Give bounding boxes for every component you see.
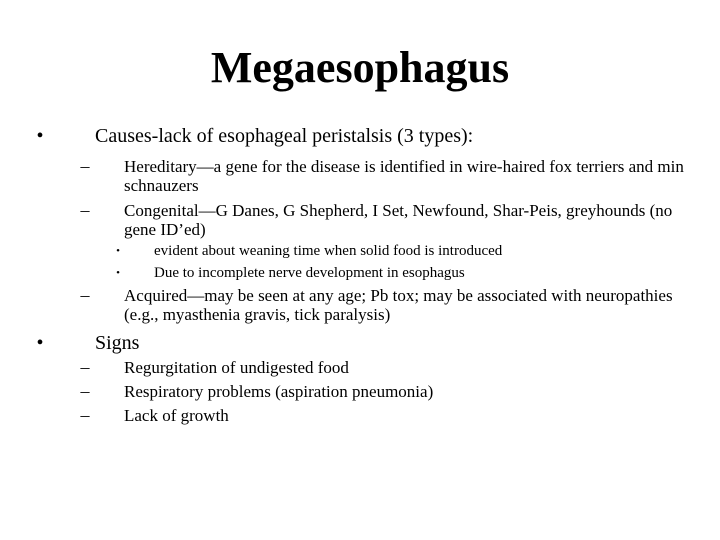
dash-marker: –	[80, 156, 90, 176]
dash-marker: –	[80, 357, 90, 377]
signs-heading: Signs	[95, 332, 140, 354]
dash-marker: –	[80, 200, 90, 220]
bullet-marker: •	[36, 332, 44, 354]
congenital-sub-text: Due to incomplete nerve development in esophagus	[154, 265, 465, 281]
bullet-marker: •	[116, 267, 120, 279]
dash-marker: –	[80, 405, 90, 425]
dash-marker: –	[80, 285, 90, 305]
causes-heading: Causes-lack of esophageal peristalsis (3 types):	[95, 125, 474, 147]
dash-marker: –	[80, 381, 90, 401]
signs-item-text: Respiratory problems (aspiration pneumonia)	[124, 382, 434, 401]
signs-item-text: Regurgitation of undigested food	[124, 358, 349, 377]
signs-item-text: Lack of growth	[124, 406, 229, 425]
slide-title: Megaesophagus	[210, 43, 510, 92]
hereditary-text: Hereditary—a gene for the disease is identified in wire-haired fox terriers and min schnauzers	[124, 157, 684, 195]
bullet-marker: •	[116, 245, 120, 257]
congenital-sub-text: evident about weaning time when solid food is introduced	[154, 243, 503, 259]
acquired-text: Acquired—may be seen at any age; Pb tox; may be associated with neuropathies (e.g., myasthenia gravis, tick paralysis)	[124, 286, 673, 324]
bullet-marker: •	[36, 125, 44, 147]
congenital-text: Congenital—G Danes, G Shepherd, I Set, Newfound, Shar-Peis, greyhounds (no gene ID’ed)	[124, 201, 673, 239]
